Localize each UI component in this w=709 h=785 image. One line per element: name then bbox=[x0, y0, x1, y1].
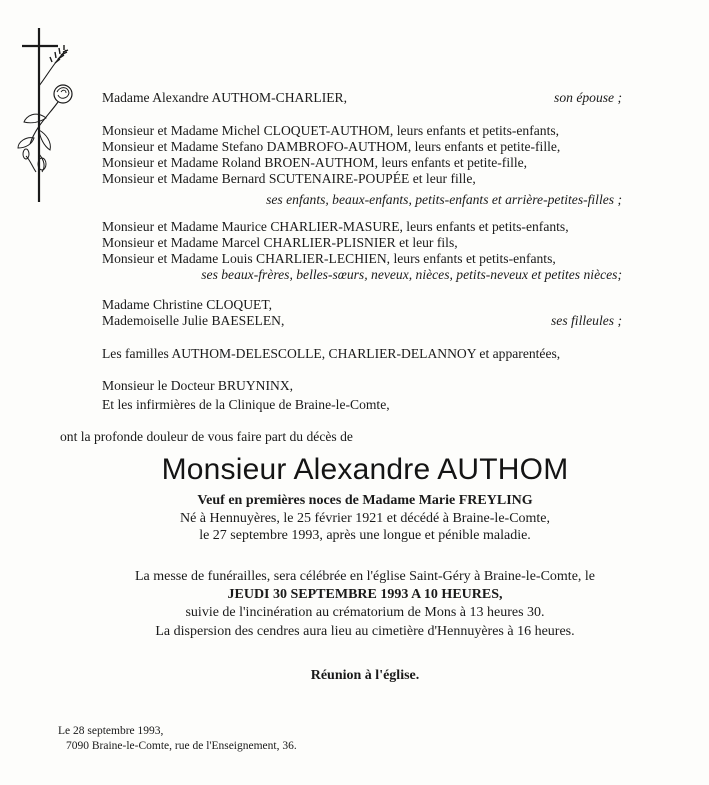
children-role: ses enfants, beaux-enfants, petits-enfants et arrière-petites-filles ; bbox=[266, 192, 622, 207]
footer-date: Le 28 septembre 1993, bbox=[58, 725, 164, 737]
announcement-text: ont la profonde douleur de vous faire part du décès de bbox=[60, 429, 353, 444]
children-line: Monsieur et Madame Bernard SCUTENAIRE-POUPÉE et leur fille, bbox=[102, 171, 476, 186]
children-section bbox=[102, 123, 622, 208]
children-line: Monsieur et Madame Roland BROEN-AUTHOM, leurs enfants et petite-fille, bbox=[102, 155, 528, 170]
spouse-section bbox=[102, 90, 622, 106]
birth-death-line: le 27 septembre 1993, après une longue et pénible maladie. bbox=[199, 528, 531, 543]
goddaughter-line: Madame Christine CLOQUET, bbox=[102, 297, 273, 312]
doctor-section bbox=[102, 378, 622, 413]
spouse-name: Madame Alexandre AUTHOM-CHARLIER, bbox=[102, 90, 348, 105]
goddaughters-section bbox=[102, 297, 622, 329]
children-line: Monsieur et Madame Stefano DAMBROFO-AUTHOM, leurs enfants et petite-fille, bbox=[102, 139, 561, 154]
funeral-date: JEUDI 30 SEPTEMBRE 1993 A 10 HEURES, bbox=[227, 587, 503, 602]
in-laws-role: ses beaux-frères, belles-sœurs, neveux, nièces, petits-neveux et petites nièces; bbox=[201, 267, 622, 282]
in-laws-section bbox=[102, 219, 622, 283]
spouse-role: son épouse ; bbox=[554, 90, 622, 105]
reunion-line: Réunion à l'église. bbox=[310, 668, 420, 683]
children-line: Monsieur et Madame Michel CLOQUET-AUTHOM, leurs enfants et petits-enfants, bbox=[102, 123, 560, 138]
families-line: Les familles AUTHOM-DELESCOLLE, CHARLIER-DELANNOY et apparentées, bbox=[102, 346, 561, 361]
funeral-line: La dispersion des cendres aura lieu au cimetière d'Hennuyères à 16 heures. bbox=[155, 624, 575, 639]
goddaughters-role: ses filleules ; bbox=[551, 313, 622, 328]
deceased-name: Monsieur Alexandre AUTHOM bbox=[161, 453, 569, 486]
funeral-line: La messe de funérailles, sera célébrée en l'église Saint-Géry à Braine-le-Comte, le bbox=[134, 569, 596, 584]
funeral-line: suivie de l'incinération au crématorium de Mons à 13 heures 30. bbox=[185, 605, 545, 620]
in-laws-line: Monsieur et Madame Marcel CHARLIER-PLISNIER et leur fils, bbox=[102, 235, 458, 250]
in-laws-line: Monsieur et Madame Maurice CHARLIER-MASURE, leurs enfants et petits-enfants, bbox=[102, 219, 569, 234]
families-section bbox=[102, 346, 622, 362]
doctor-line: Monsieur le Docteur BRUYNINX, bbox=[102, 378, 294, 393]
goddaughter-line: Mademoiselle Julie BAESELEN, bbox=[102, 313, 285, 328]
in-laws-line: Monsieur et Madame Louis CHARLIER-LECHIEN, leurs enfants et petits-enfants, bbox=[102, 251, 556, 266]
widower-line: Veuf en premières noces de Madame Marie FREYLING bbox=[197, 493, 533, 508]
birth-death-line: Né à Hennuyères, le 25 février 1921 et décédé à Braine-le-Comte, bbox=[179, 511, 551, 526]
footer-address: 7090 Braine-le-Comte, rue de l'Enseignement, 36. bbox=[66, 740, 297, 752]
cross-rose-icon bbox=[6, 26, 86, 206]
doctor-line: Et les infirmières de la Clinique de Braine-le-Comte, bbox=[102, 397, 390, 412]
